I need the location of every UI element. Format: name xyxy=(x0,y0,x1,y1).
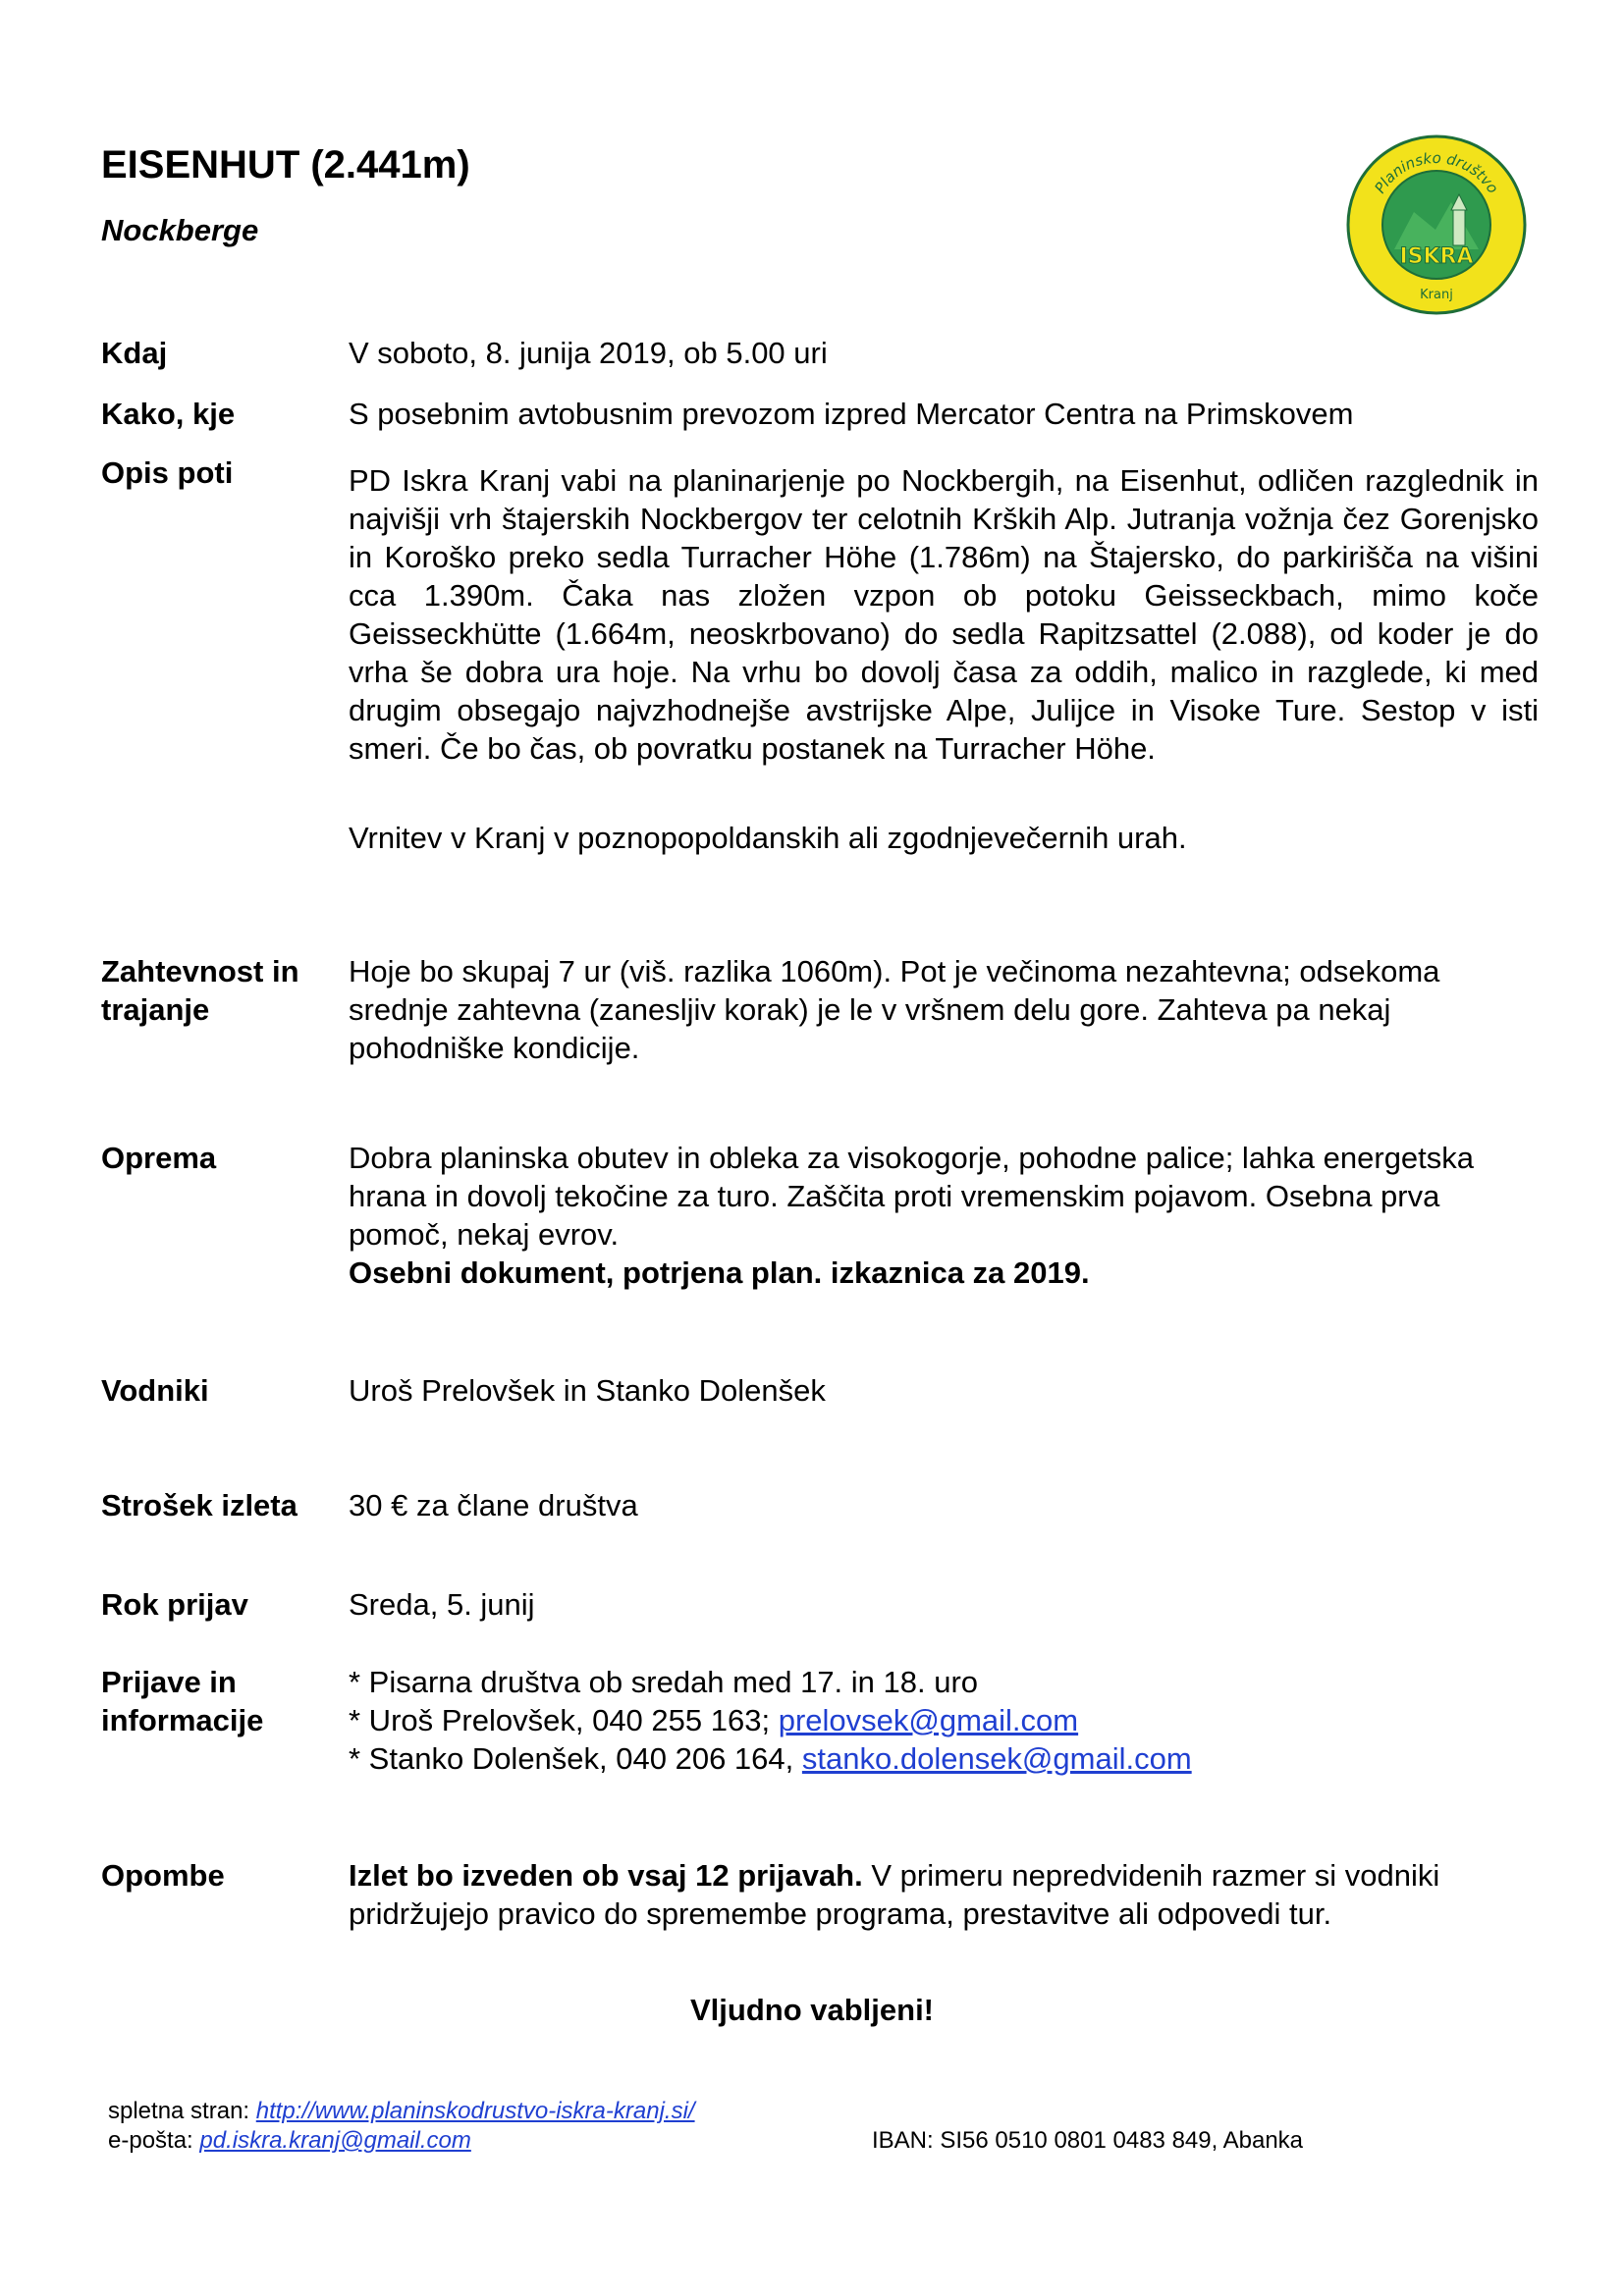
logo-city: Kranj xyxy=(1420,288,1453,302)
footer-web xyxy=(108,2098,695,2125)
label-opis: Opis poti xyxy=(101,455,234,490)
value-vodniki: Uroš Prelovšek in Stanko Dolenšek xyxy=(349,1373,826,1408)
page-subtitle: Nockberge xyxy=(101,213,259,247)
footer-web-label: spletna stran: xyxy=(108,2098,256,2124)
iskra-logo xyxy=(1345,133,1528,316)
value-opombe xyxy=(349,1856,1539,1933)
label-oprema: Oprema xyxy=(101,1141,217,1175)
footer-web-link[interactable]: http://www.planinskodrustvo-iskra-kranj.si/ xyxy=(255,2098,695,2124)
logo-top-text: Planinsko društvo xyxy=(1371,148,1502,197)
value-kdaj: V soboto, 8. junija 2019, ob 5.00 uri xyxy=(349,336,828,370)
value-opis-return: Vrnitev v Kranj v poznopopoldanskih ali zgodnjevečernih urah. xyxy=(349,821,1187,855)
label-prijave-line1: Prijave in xyxy=(101,1665,237,1699)
label-prijave-line2: informacije xyxy=(101,1703,264,1737)
label-prijave xyxy=(101,1663,337,1739)
prijave-line3 xyxy=(349,1739,1539,1778)
value-oprema-text: Dobra planinska obutev in obleka za visokogorje, pohodne palice; lahka energetska hrana in dovolj tekočine za turo. Zaščita proti vremenskim pojavom. Osebna prva pomoč, nekaj evrov. xyxy=(349,1141,1475,1252)
value-prijave xyxy=(349,1663,1539,1778)
prijave-email-link-1[interactable]: prelovsek@gmail.com xyxy=(778,1703,1079,1737)
value-oprema xyxy=(349,1139,1539,1292)
footer-iban: IBAN: SI56 0510 0801 0483 849, Abanka xyxy=(872,2127,1304,2154)
opombe-text: V primeru nepredvidenih razmer si vodniki pridržujejo pravico do spremembe programa, prestavitve ali odpovedi tur. xyxy=(349,1858,1440,1931)
footer-email-link[interactable]: pd.iskra.kranj@gmail.com xyxy=(199,2127,471,2154)
label-zahtevnost xyxy=(101,952,337,1029)
footer-email xyxy=(108,2127,471,2155)
prijave-email-link-2[interactable]: stanko.dolensek@gmail.com xyxy=(801,1741,1192,1776)
prijave-line2 xyxy=(349,1701,1539,1739)
prijave-line1: * Pisarna društva ob sredah med 17. in 18. uro xyxy=(349,1665,979,1699)
value-rok: Sreda, 5. junij xyxy=(349,1587,535,1622)
page-title: EISENHUT (2.441m) xyxy=(101,143,470,187)
value-opis: PD Iskra Kranj vabi na planinarjenje po Nockbergih, na Eisenhut, odličen razglednik in najvišji vrh štajerskih Nockbergov ter celotnih Krških Alp. Jutranja vožnja čez Gorenjsko in Koroško preko sedla Turracher Höhe (1.786m) na Štajersko, do parkirišča na višini cca 1.390m. Čaka nas zložen vzpon ob potoku Geisseckbach, mimo koče Geisseckhütte (1.664m, neoskrbovano) do sedla Rapitzsattel (2.088), od koder je do vrha še dobra ura hoje. Na vrhu bo dovolj časa za oddih, malico in razglede, ki med drugim obsegajo najvzhodnejše avstrijske Alpe, Julijce in Visoke Ture. Sestop v isti smeri. Če bo čas, ob povratku postanek na Turracher Höhe. xyxy=(349,463,1539,766)
opombe-bold: Izlet bo izveden ob vsaj 12 prijavah. xyxy=(349,1858,863,1893)
logo-name: ISKRA xyxy=(1399,244,1474,269)
label-vodniki: Vodniki xyxy=(101,1373,209,1408)
value-oprema-bold: Osebni dokument, potrjena plan. izkaznica za 2019. xyxy=(349,1255,1090,1290)
value-strosek: 30 € za člane društva xyxy=(349,1488,638,1522)
label-kdaj: Kdaj xyxy=(101,336,168,370)
value-kako: S posebnim avtobusnim prevozom izpred Mercator Centra na Primskovem xyxy=(349,397,1354,431)
label-zahtevnost-text: Zahtevnost in trajanje xyxy=(101,954,299,1027)
label-strosek: Strošek izleta xyxy=(101,1488,298,1522)
prijave-line2-text: * Uroš Prelovšek, 040 255 163; xyxy=(349,1703,779,1737)
label-opombe: Opombe xyxy=(101,1858,225,1893)
label-rok: Rok prijav xyxy=(101,1587,248,1622)
prijave-line3-text: * Stanko Dolenšek, 040 206 164, xyxy=(349,1741,802,1776)
footer-email-label: e-pošta: xyxy=(108,2127,200,2154)
closing-text: Vljudno vabljeni! xyxy=(689,1993,934,2027)
value-zahtevnost: Hoje bo skupaj 7 ur (viš. razlika 1060m). Pot je večinoma nezahtevna; odsekoma srednje zahtevna (zanesljiv korak) je le v vršnem delu gore. Zahteva pa nekaj pohodniške kondicije. xyxy=(349,954,1440,1065)
label-kako: Kako, kje xyxy=(101,397,236,431)
